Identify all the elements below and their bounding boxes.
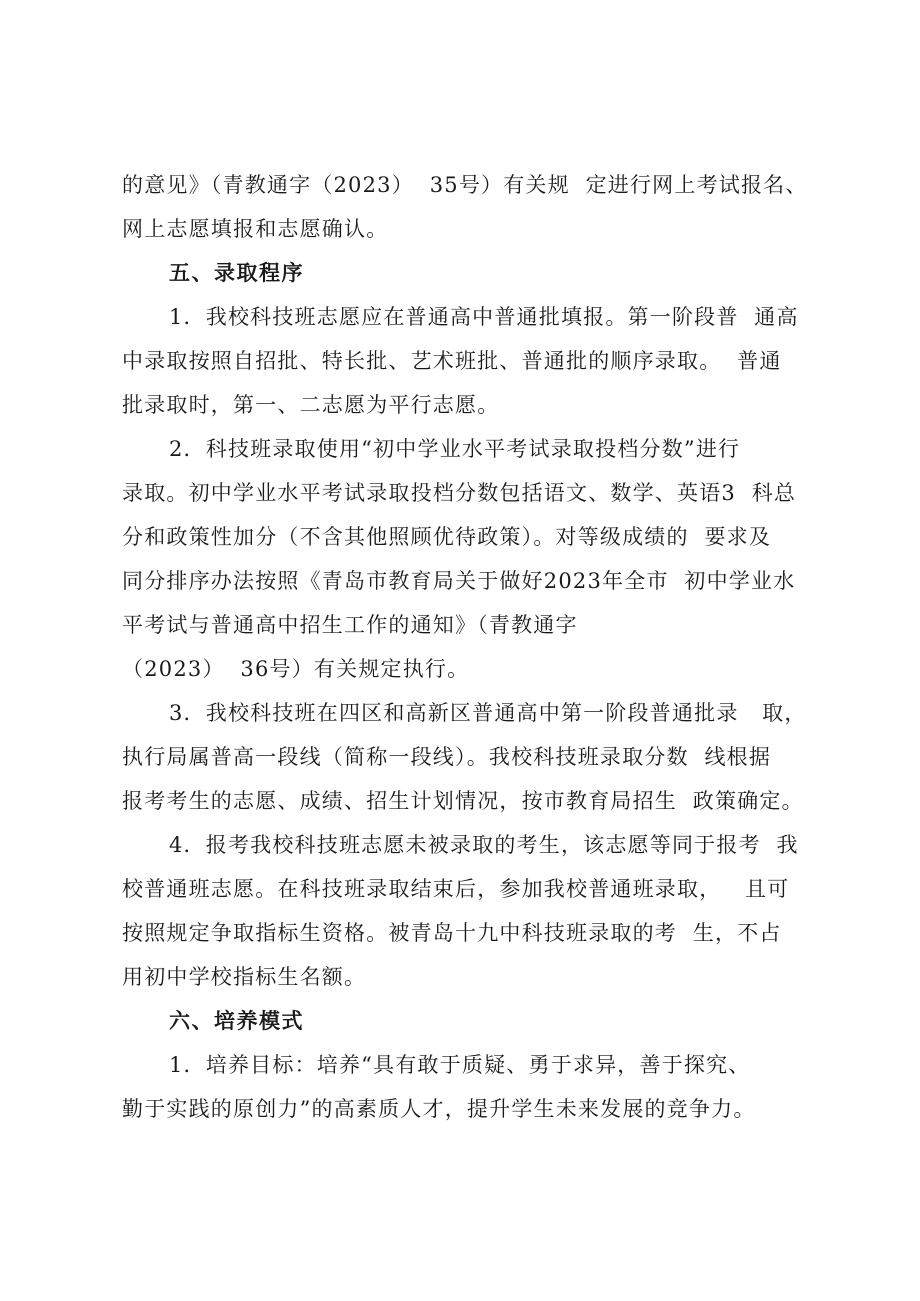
paragraph-line: 平考试与普通高中招生工作的通知》（青教通字: [122, 613, 578, 637]
paragraph-line: 同分排序办法按照《青岛市教育局关于做好2023年全市 初中学业水: [122, 569, 796, 593]
intro-line: 的意见》（青教通字（2023） 35号）有关规 定进行网上考试报名、: [122, 173, 808, 197]
paragraph-line: 校普通班志愿。在科技班录取结束后，参加我校普通班录取， 且可: [122, 877, 790, 901]
paragraph-line: 4．报考我校科技班志愿未被录取的考生，该志愿等同于报考 我: [169, 833, 799, 857]
paragraph-line: 报考考生的志愿、成绩、招生计划情况，按市教育局招生 政策确定。: [122, 789, 804, 813]
paragraph-line: 3．我校科技班在四区和高新区普通高中第一阶段普通批录 取，: [169, 701, 807, 725]
paragraph-line: 勤于实践的原创力”的高素质人才，提升学生未来发展的竞争力。: [122, 1097, 756, 1121]
paragraph-line: 批录取时，第一、二志愿为平行志愿。: [122, 393, 500, 417]
intro-line: 网上志愿填报和志愿确认。: [122, 217, 389, 241]
paragraph-line: 中录取按照自招批、特长批、艺术班批、普通批的顺序录取。 普通: [122, 349, 782, 373]
paragraph-line: 录取。初中学业水平考试录取投档分数包括语文、数学、英语3 科总: [122, 481, 797, 505]
paragraph-line: 按照规定争取指标生资格。被青岛十九中科技班录取的考 生，不占: [122, 921, 782, 945]
section-heading-training-mode: 六、培养模式: [169, 1009, 304, 1033]
paragraph-line: 1．培养目标：培养“具有敢于质疑、勇于求异，善于探究、: [169, 1053, 751, 1077]
paragraph-line: （2023） 36号）有关规定执行。: [122, 657, 470, 681]
paragraph-line: 1．我校科技班志愿应在普通高中普通批填报。第一阶段普 通高: [169, 305, 799, 329]
paragraph-line: 分和政策性加分（不含其他照顾优待政策）。对等级成绩的 要求及: [122, 525, 772, 549]
paragraph-line: 用初中学校指标生名额。: [122, 965, 367, 989]
paragraph-line: 执行局属普高一段线（简称一段线）。我校科技班录取分数 线根据: [122, 745, 772, 769]
paragraph-line: 2．科技班录取使用“初中学业水平考试录取投档分数”进行: [169, 437, 741, 461]
section-heading-admission-procedure: 五、录取程序: [169, 261, 304, 285]
